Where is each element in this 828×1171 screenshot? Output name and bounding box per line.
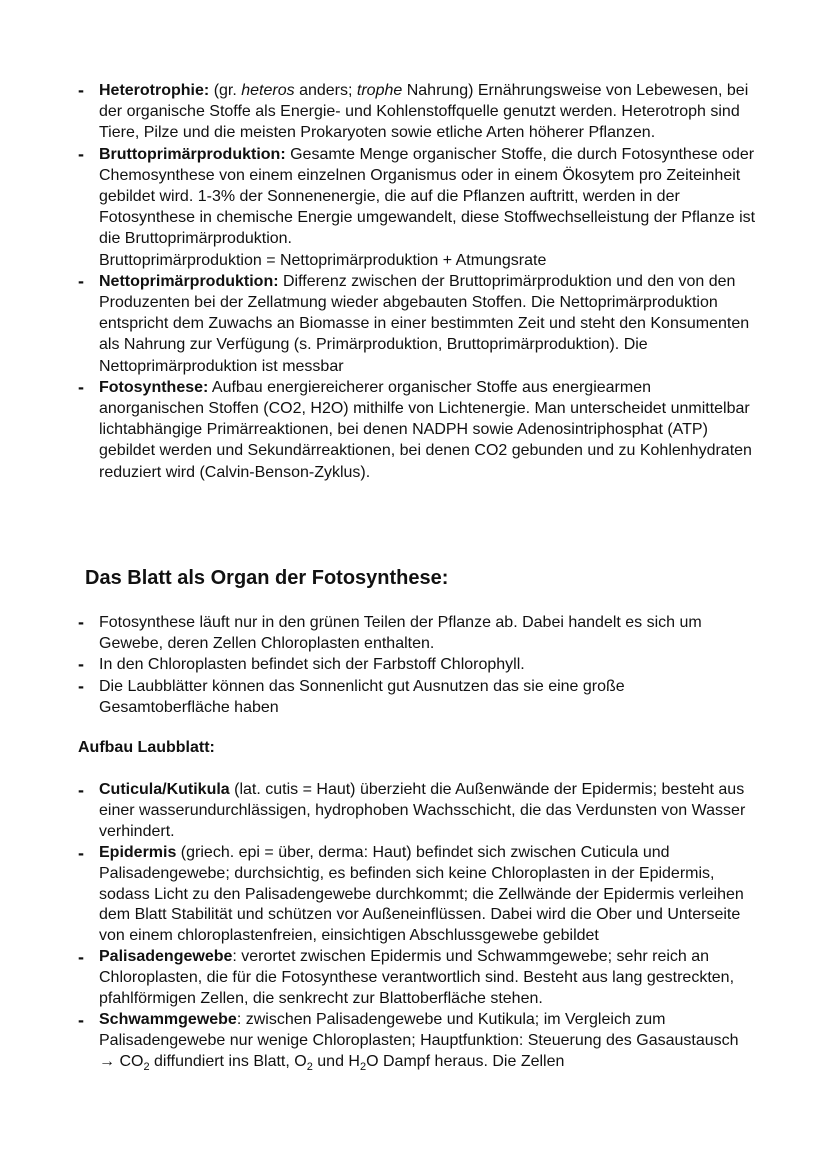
definition-text: (gr. (213, 82, 242, 99)
fact-text: Die Laubblätter können das Sonnenlicht gut Ausnutzen das sie eine große Gesamtoberfläche haben (99, 677, 625, 716)
section-heading: Das Blatt als Organ der Fotosynthese: (85, 567, 449, 589)
bullet-dash: - (78, 675, 84, 696)
bullet-dash: - (78, 270, 84, 291)
definition-text: heteros (241, 82, 295, 99)
bullet-dash: - (78, 376, 84, 397)
term-palisadengewebe: Palisadengewebe (99, 948, 233, 966)
term-cuticula: Cuticula/Kutikula (99, 781, 230, 798)
definition-text: Aufbau energiereicherer organischer Stoffe aus energiearmen anorganischen Stoffen (CO2, H2O) mithilfe von Lichtenergie. Man unterscheidet unmittelbar lichtabhängige Primärreaktionen, bei denen NADPH sowie Adenosintriphosphat (ATP) gebildet werden und Sekundärreaktionen, bei denen CO2 gebunden und zu Kohlenhydraten reduziert wird (Calvin-Benson-Zyklus). (99, 378, 752, 481)
definition-text: diffundiert ins Blatt, O (149, 1052, 307, 1070)
list-item-cuticula (78, 780, 758, 843)
term-fotosynthese: Fotosynthese: (99, 378, 209, 396)
definition-text: : zwischen Palisadengewebe und Kutikula; im Vergleich zum Palisadengewebe nur wenige Chloroplasten; Hauptfunktion: Steuerung des Gasaustausch → CO (99, 1010, 739, 1070)
subscript: 2 (306, 1060, 313, 1073)
fact-text: In den Chloroplasten befindet sich der Farbstoff Chlorophyll. (99, 656, 525, 674)
definition-text: anders; (294, 82, 357, 99)
list-item (78, 654, 758, 675)
bullet-dash: - (78, 780, 84, 800)
list-item (78, 676, 758, 718)
term-heterotrophie: Heterotrophie: (99, 82, 210, 99)
definition-text: (lat. cutis = Haut) überzieht die Außenwände der Epidermis; besteht aus einer wasserundurchlässigen, hydrophoben Wachsschicht, die das Verdunsten von Wasser verhindert. (99, 781, 746, 840)
leaf-structure-list (78, 780, 758, 1073)
list-item-fotosynthese (78, 377, 758, 483)
definition-text: Nahrung) Ernährungsweise von Lebewesen, bei der organische Stoffe als Energie- und Kohlenstoffquelle genutzt werden. Heterotroph sind Tiere, Pilze und die meisten Prokaryoten sowie etliche Arten höherer Pflanzen. (99, 82, 749, 142)
bullet-dash: - (78, 654, 84, 675)
definitions-list (78, 80, 758, 483)
bullet-dash: - (78, 612, 84, 632)
definition-text: : verortet zwischen Epidermis und Schwammgewebe; sehr reich an Chloroplasten, die für die Fotosynthese verantwortlich sind. Besteht aus lang gestreckten, pfahlförmigen Zellen, die senkrecht zur Blattoberfläche stehen. (99, 948, 735, 1008)
definition-text: Differenz zwischen der Bruttoprimärproduktion und den von den Produzenten bei der Zellatmung wieder abgebauten Stoffen. Die Nettoprimärproduktion entspricht dem Zuwachs an Biomasse in einer bestimmten Zeit und steht den Konsumenten als Nahrung zur Verfügung (s. Primärproduktion, Bruttoprimärproduktion). Die Nettoprimärproduktion ist messbar (99, 272, 750, 375)
bullet-dash: - (78, 80, 84, 100)
bullet-dash: - (78, 143, 84, 164)
subsection-heading: Aufbau Laubblatt: (78, 739, 215, 756)
list-item-palisadengewebe (78, 947, 758, 1010)
formula-line: Bruttoprimärproduktion = Nettoprimärproduktion + Atmungsrate (99, 251, 547, 269)
list-item-nettoprimaerproduktion (78, 271, 758, 377)
definition-text: und H (312, 1052, 360, 1070)
subscript: 2 (143, 1060, 150, 1073)
leaf-facts-list (78, 612, 758, 718)
subscript: 2 (359, 1060, 367, 1073)
definition-text: (griech. epi = über, derma: Haut) befindet sich zwischen Cuticula und Palisadengewebe; durchsichtig, es befinden sich keine Chloroplasten in der Epidermis, sodass Licht zu den Palisadengewebe durchkommt; die Zellwände der Epidermis verleihen dem Blatt Stabilität und schützen vor Außeneinflüssen. Dabei wird die Ober und Unterseite von einem chloroplastenfreien, einsichtigen Abschlussgewebe gebildet (99, 843, 744, 945)
list-item-schwammgewebe (78, 1010, 758, 1073)
bullet-dash: - (78, 1009, 84, 1030)
definition-text: O Dampf heraus. Die Zellen (366, 1052, 565, 1070)
definition-text: Gesamte Menge organischer Stoffe, die durch Fotosynthese oder Chemosynthese von einem einzelnen Organismus oder in einem Ökosytem pro Zeiteinheit gebildet wird. 1-3% der Sonnenenergie, die auf die Pflanzen auftritt, werden in der Fotosynthese in chemische Energie umgewandelt, diese Stoffwechselleistung der Pflanze ist die Bruttoprimärproduktion. (99, 145, 756, 248)
list-item-bruttoprimaerproduktion (78, 144, 758, 271)
list-item-heterotrophie (78, 80, 758, 144)
list-item-epidermis (78, 843, 758, 948)
term-bruttoprimaerproduktion: Bruttoprimärproduktion: (99, 145, 286, 163)
list-item (78, 612, 758, 654)
fact-text: Fotosynthese läuft nur in den grünen Teilen der Pflanze ab. Dabei handelt es sich um Gewebe, deren Zellen Chloroplasten enthalten. (99, 614, 702, 653)
bullet-dash: - (78, 842, 84, 863)
bullet-dash: - (78, 947, 84, 968)
term-schwammgewebe: Schwammgewebe (99, 1010, 237, 1028)
definition-text: trophe (356, 82, 403, 99)
term-epidermis: Epidermis (99, 843, 177, 861)
term-nettoprimaerproduktion: Nettoprimärproduktion: (99, 272, 279, 290)
